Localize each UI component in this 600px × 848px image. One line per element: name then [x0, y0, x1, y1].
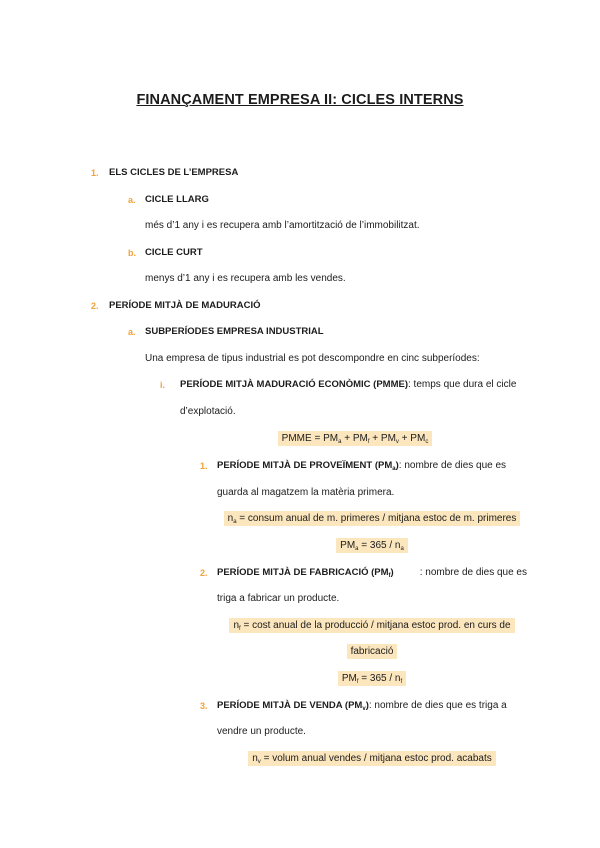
paragraph: triga a fabricar un producte.	[217, 593, 340, 604]
formula	[217, 645, 527, 659]
list-marker: i.	[160, 380, 166, 390]
section-number: 1.	[91, 168, 99, 178]
formula	[217, 672, 527, 689]
term-text: : temps que dura el cicle	[408, 379, 517, 390]
paragraph: menys d’1 any i es recupera amb les vendes.	[145, 273, 346, 284]
term-heading: PERÍODE MITJÀ DE PROVEÏMENT $(PM_a)$	[217, 460, 399, 472]
paragraph: d’explotació.	[180, 406, 236, 417]
formula	[217, 752, 527, 769]
formula-highlight: $n_f = \cos t$ anual de la producció / mitjana estoc prod. en curs de	[229, 618, 514, 633]
section-number: 2.	[91, 301, 99, 311]
subsection-marker: b.	[128, 248, 136, 258]
paragraph: Una empresa de tipus industrial es pot descompondre en cinc subperíodes:	[145, 353, 480, 364]
formula-highlight: $PM_f = 365 / n_f$	[338, 671, 406, 686]
formula-highlight: $PM_a = 365 / n_a$	[336, 538, 408, 553]
page-title: FINANÇAMENT EMPRESA II: CICLES INTERNS	[136, 92, 464, 108]
formula	[0, 432, 600, 449]
subsection-heading: SUBPERÍODES EMPRESA INDUSTRIAL	[145, 326, 324, 337]
subsection-marker: a.	[128, 327, 136, 337]
paragraph: més d’1 any i es recupera amb l’amortització de l’immobilitzat.	[145, 220, 420, 231]
formula-highlight: PMME = $PM_a + PM_f + PM_v + PM_c$	[278, 431, 433, 446]
formula-highlight: fabricació	[347, 644, 398, 659]
subsection-marker: a.	[128, 195, 136, 205]
section-heading: PERÍODE MITJÀ DE MADURACIÓ	[109, 300, 261, 311]
term-heading: PERÍODE MITJÀ DE VENDA $(PM_v)$	[217, 700, 369, 712]
term-heading: PERÍODE MITJÀ DE FABRICACIÓ $(PM_f)$	[217, 567, 394, 579]
list-marker: 2.	[200, 568, 208, 578]
paragraph: guarda al magatzem la matèria primera.	[217, 487, 395, 498]
formula	[217, 539, 527, 556]
formula	[217, 619, 527, 636]
formula-highlight: $n_v$ = volum anual vendes / mitjana estoc prod. acabats	[248, 751, 496, 766]
formula	[217, 512, 527, 529]
list-marker: 3.	[200, 701, 208, 711]
formula-highlight: $n_a$ = consum anual de m. primeres / mitjana estoc de m. primeres	[224, 511, 521, 526]
paragraph: vendre un producte.	[217, 726, 306, 737]
paragraph: PERÍODE MITJÀ DE PROVEÏMENT $(PM_a)$: nombre de dies que es	[217, 460, 507, 472]
paragraph	[180, 378, 516, 392]
section-heading: ELS CICLES DE L’EMPRESA	[109, 167, 239, 178]
subsection-heading: CICLE CURT	[145, 247, 203, 258]
list-marker: 1.	[200, 461, 208, 471]
paragraph: PERÍODE MITJÀ DE VENDA $(PM_v)$: nombre de dies que es triga a	[217, 700, 507, 712]
term-heading: PERÍODE MITJÀ MADURACIÓ ECONÒMIC (PMME)	[180, 379, 408, 390]
paragraph: PERÍODE MITJÀ DE FABRICACIÓ $(PM_f)$ : nombre de dies que es	[217, 566, 527, 583]
subsection-heading: CICLE LLARG	[145, 194, 209, 205]
